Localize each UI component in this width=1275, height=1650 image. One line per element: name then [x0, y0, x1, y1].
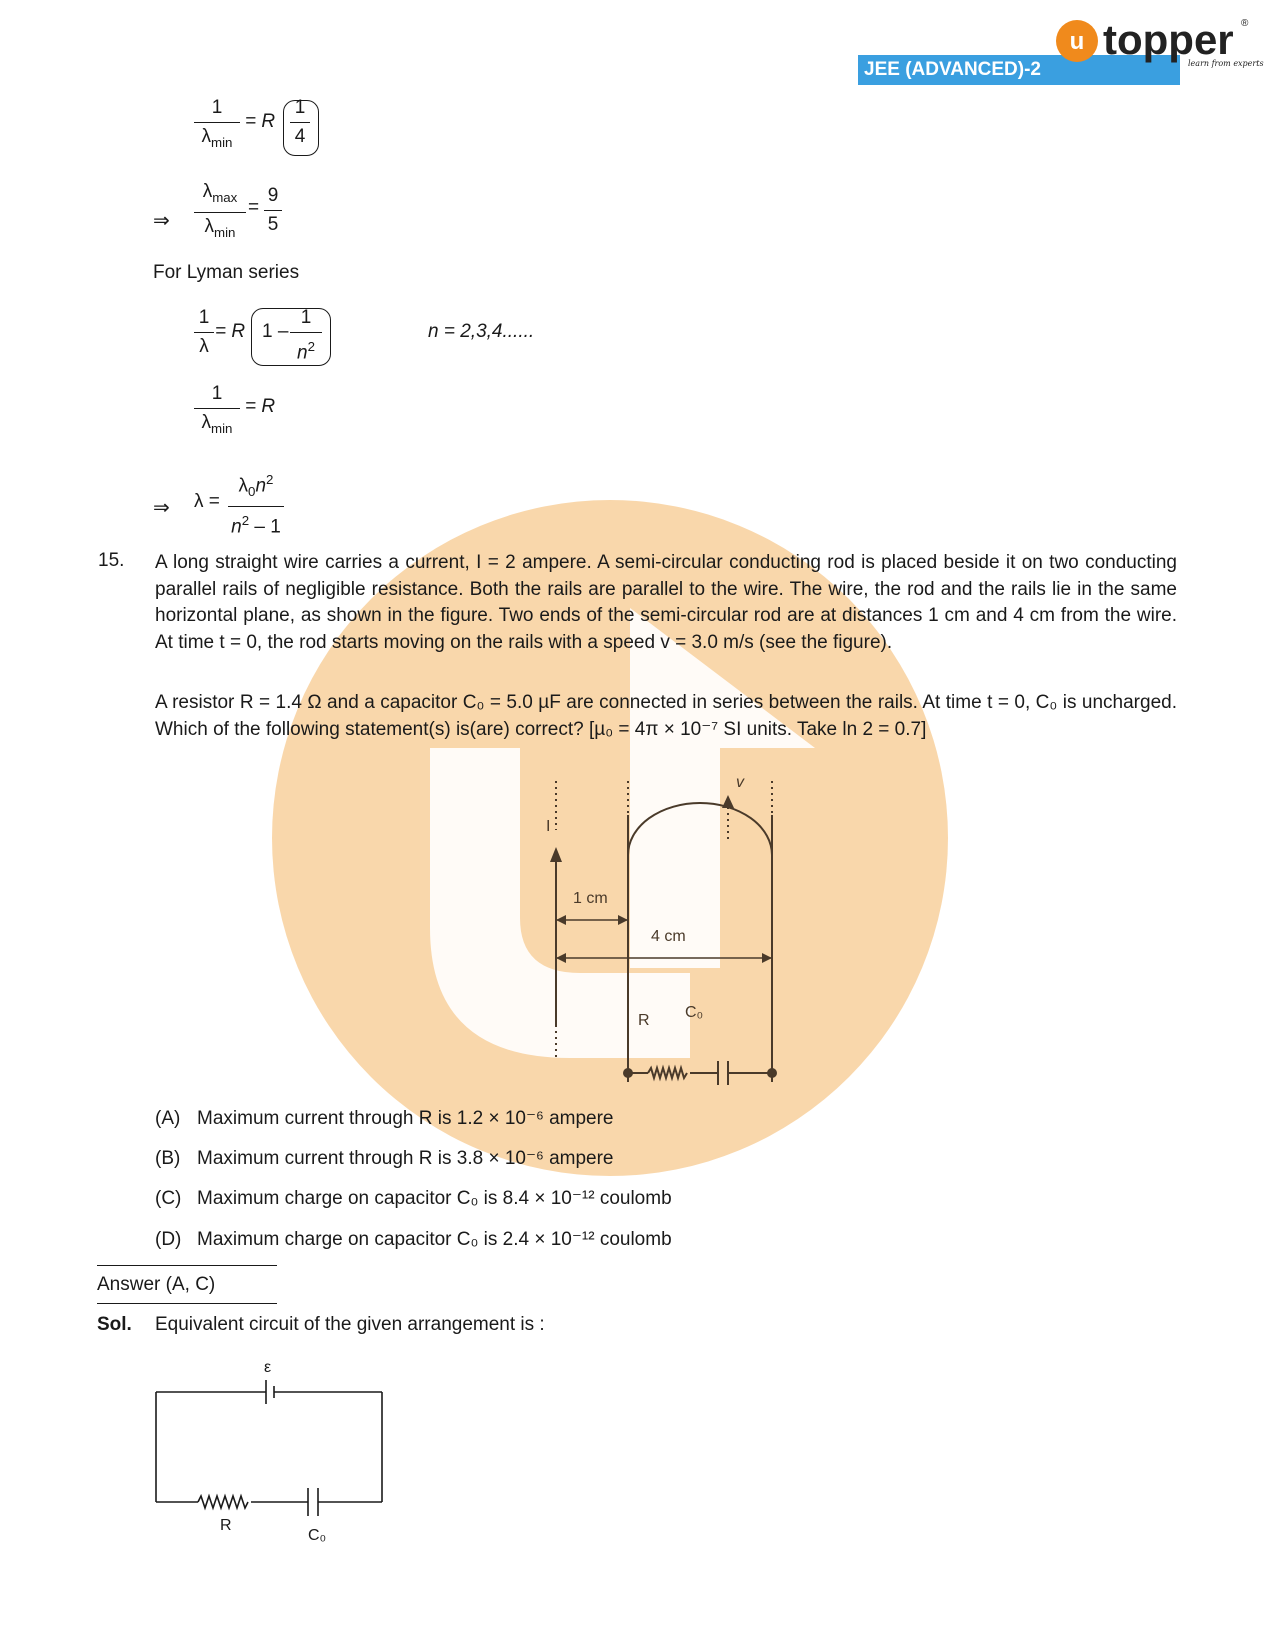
answer-bottom-rule	[97, 1303, 277, 1304]
resistor-zigzag	[648, 1068, 687, 1078]
lyman-heading: For Lyman series	[153, 262, 300, 283]
answer-top-rule	[97, 1265, 277, 1266]
implies-arrow-1: ⇒	[153, 210, 170, 232]
dim4-arrow-right	[762, 953, 772, 963]
semicircular-rod	[628, 803, 772, 875]
exam-band: JEE (ADVANCED)-2	[858, 55, 1180, 85]
label-velocity: v	[736, 774, 744, 791]
label-C-fig: C₀	[685, 1004, 704, 1021]
eq5-lhs: λ =	[194, 491, 220, 512]
label-current: I	[546, 818, 551, 835]
eq1-quarter: 1 4	[290, 96, 310, 149]
eq3-R: = R	[215, 321, 246, 342]
circuit-emf-label: ε	[264, 1359, 272, 1376]
eq4-fraction: 1 $\lambda_{min}$	[194, 382, 240, 441]
question-paragraph-1: A long straight wire carries a current, I = 2 ampere. A semi-circular conducting rod is placed beside it on two conducting parallel rails of negligible resistance. Both the rails are parallel to the wire. The wire, the rod and the rails lie in the same horizontal plane, as shown in the figure. Two ends of the semi-circular rod are at distances 1 cm and 4 cm from the wire. At time t = 0, the rod starts moving on the rails with a speed v = 3.0 m/s (see the figure).	[155, 552, 1177, 653]
eq1-fraction: 1 $\lambda_{min}$	[194, 96, 240, 155]
svg-text:learn from experts: learn from experts	[1188, 59, 1264, 68]
terminal-right	[767, 1068, 777, 1078]
eq3-inner-fraction: 1 $n^2$	[290, 306, 322, 365]
circuit-C-label: C₀	[308, 1527, 327, 1544]
svg-text:®: ®	[1241, 18, 1249, 29]
label-R-fig: R	[638, 1012, 650, 1029]
dim4-arrow-left	[556, 953, 566, 963]
option-b: (B) Maximum current through R is 3.8 × 10⁻⁶ ampere	[155, 1148, 614, 1169]
dim1-arrow-left	[556, 915, 566, 925]
brand-logo	[1055, 14, 1264, 74]
svg-text:topper: topper	[1103, 16, 1234, 63]
terminal-left	[623, 1068, 633, 1078]
n-range: n = 2,3,4......	[428, 321, 535, 342]
eq3-fraction: 1 λ	[194, 306, 214, 359]
eq4-R: = R	[245, 396, 276, 417]
option-a: (A) Maximum current through R is 1.2 × 10⁻⁶ ampere	[155, 1108, 614, 1129]
eq2-value: 9 5	[264, 184, 282, 237]
eq2-ratio: $\lambda_{max}$ $\lambda_{min}$	[194, 180, 246, 245]
eq1-R: = R	[245, 111, 276, 132]
option-c: (C) Maximum charge on capacitor C₀ is 8.4 × 10⁻¹² coulomb	[155, 1188, 672, 1209]
current-arrow	[550, 847, 562, 862]
option-d: (D) Maximum charge on capacitor C₀ is 2.4 × 10⁻¹² coulomb	[155, 1229, 672, 1250]
equivalent-circuit	[150, 1350, 390, 1550]
solution-label: Sol.	[97, 1314, 132, 1335]
dim1-arrow-right	[618, 915, 628, 925]
velocity-arrow	[722, 795, 734, 808]
circuit-R-label: R	[220, 1517, 232, 1534]
eq5-fraction: $\lambda_0n^2$ $n^2 - 1$	[228, 468, 284, 539]
label-4cm: 4 cm	[651, 928, 686, 945]
rails-figure	[530, 775, 800, 1105]
implies-arrow-2: ⇒	[153, 497, 170, 519]
eq3-one-minus: 1 –	[262, 321, 289, 342]
circuit-resistor	[198, 1496, 248, 1508]
answer-text: Answer (A, C)	[97, 1274, 216, 1295]
label-1cm: 1 cm	[573, 890, 608, 907]
eq2-equals: =	[248, 197, 260, 218]
svg-text:u: u	[1069, 28, 1085, 55]
question-paragraph-2: A resistor R = 1.4 Ω and a capacitor C₀ = 5.0 µF are connected in series between the rails. At time t = 0, C₀ is uncharged. Which of the following statement(s) is(are) correct? [µ₀ = 4π × 10⁻⁷ SI units. Take ln 2 = 0.7]	[155, 692, 1177, 740]
question-number: 15.	[98, 550, 125, 571]
solution-text: Equivalent circuit of the given arrangement is :	[155, 1314, 545, 1335]
